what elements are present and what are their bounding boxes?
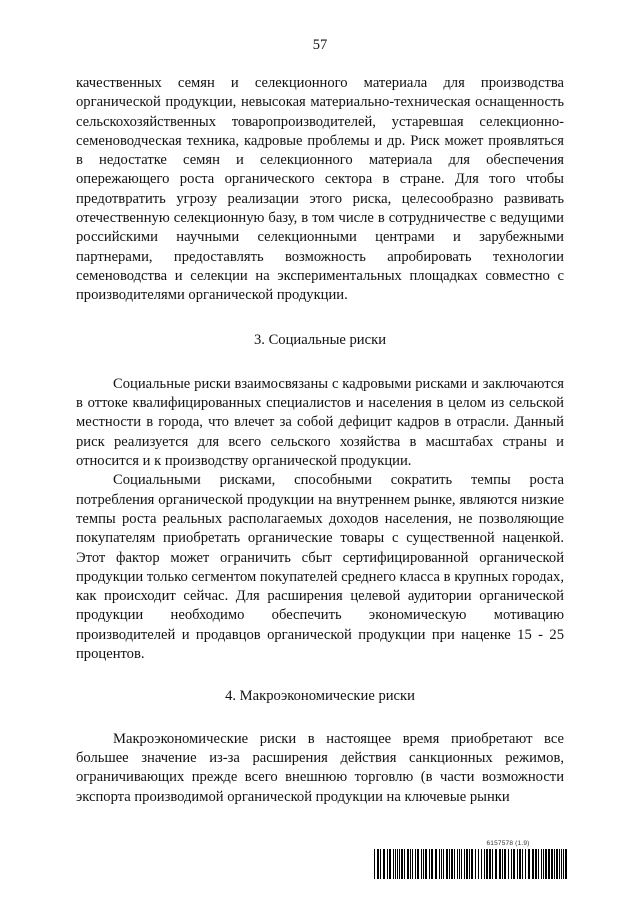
barcode-icon: [374, 849, 568, 879]
document-code: 6157578 (1.9): [486, 840, 530, 847]
document-body: [76, 74, 564, 807]
paragraph-seed-risk: качественных семян и селекционного материала для производства органической продукции, невысокая материально-техническая оснащенность сельскохозяйственных товаропроизводителей, устаревшая селекционно-семеноводческая техника, кадровые проблемы и др. Риск может проявляться в недостатке семян и селекционного материала для обеспечения опережающего роста органического сектора в стране. Для того чтобы предотвратить угрозу реализации этого риска, целесообразно развивать отечественную селекционную базу, в том числе в сотрудничестве с ведущими российскими научными селекционными центрами и зарубежными партнерами, предоставлять возможность апробировать технологии семеноводства и селекции на экспериментальных площадках совместно с производителями органической продукции.: [76, 75, 564, 304]
paragraph-social-risks-2: Социальными рисками, способными сократить темпы роста потребления органической продукции на внутреннем рынке, являются низкие темпы роста реальных располагаемых доходов населения, не позволяющие покупателям приобретать органические товары с существенной наценкой. Этот фактор может ограничить сбыт сертифицированной органической продукции только сегментом покупателей среднего класса в крупных городах, как происходит сейчас. Для расширения целевой аудитории органической продукции необходимо обеспечить экономическую мотивацию производителей и продавцов органической продукции при наценке 15 - 25 процентов.: [76, 472, 564, 663]
paragraph-macro-risks: Макроэкономические риски в настоящее время приобретают все большее значение из-за расширения действия санкционных режимов, ограничивающих прежде всего внешнюю торговлю (в части возможности экспорта производимой органической продукции на ключевые рынки: [76, 730, 564, 805]
page-number: 57: [312, 37, 328, 53]
section-heading-macro-risks: 4. Макроэкономические риски: [225, 688, 415, 705]
paragraph-social-risks-1: Социальные риски взаимосвязаны с кадровыми рисками и заключаются в оттоке квалифицированных специалистов и населения в целом из сельской местности в города, что влечет за собой дефицит кадров в отрасли. Данный риск реализуется для всего сельского хозяйства в масштабах страны и относится и к производству органической продукции.: [76, 375, 564, 470]
section-heading-social-risks: 3. Социальные риски: [253, 331, 386, 348]
